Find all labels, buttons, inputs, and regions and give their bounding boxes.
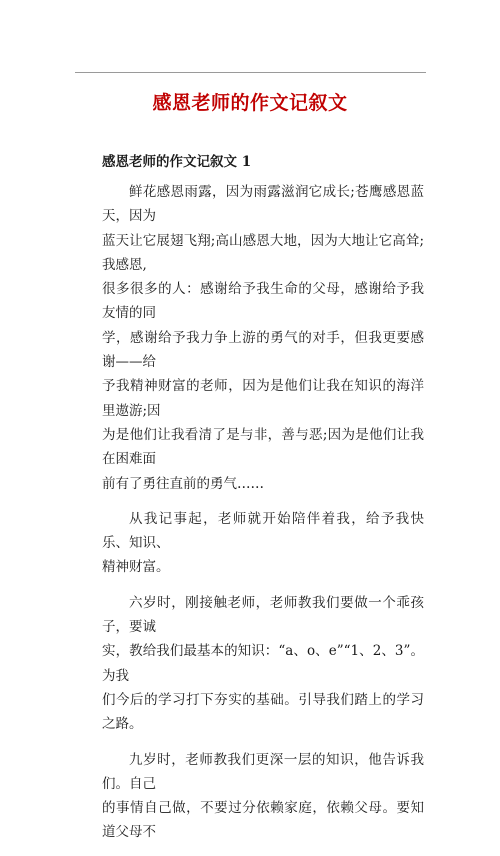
document-title: 感恩老师的作文记叙文	[152, 92, 348, 114]
section-heading: 感恩老师的作文记叙文 1	[102, 154, 252, 170]
paragraph: 九岁时，老师教我们更深一层的知识，他告诉我们。自己 的事情自己做，不要过分依赖家庭，依赖父母。要知道父母不	[102, 751, 424, 841]
header-divider	[75, 72, 426, 73]
paragraph: 六岁时，刚接触老师，老师教我们要做一个乖孩子，要诚 实，教给我们最基本的知识：“a、o、e”“1、2、3”。为我 们今后的学习打下夯实的基础。引导我们踏上的学习之路。	[102, 594, 424, 733]
document-body	[102, 180, 424, 856]
paragraph: 从我记事起，老师就开始陪伴着我，给予我快乐、知识、 精神财富。	[102, 510, 424, 576]
paragraph: 鲜花感恩雨露，因为雨露滋润它成长;苍鹰感恩蓝天，因为 蓝天让它展翅飞翔;高山感恩大地，因为大地让它高耸;我感恩, 很多很多的人：感谢给予我生命的父母，感谢给予我友情的同 学，感谢给予我力争上游的勇气的对手，但我更要感谢——给 予我精神财富的老师，因为是他们让我在知识的海洋里遨游;因 为是他们让我看清了是与非，善与恶;因为是他们让我在困难面 前有了勇往直前的勇气……	[102, 184, 424, 492]
